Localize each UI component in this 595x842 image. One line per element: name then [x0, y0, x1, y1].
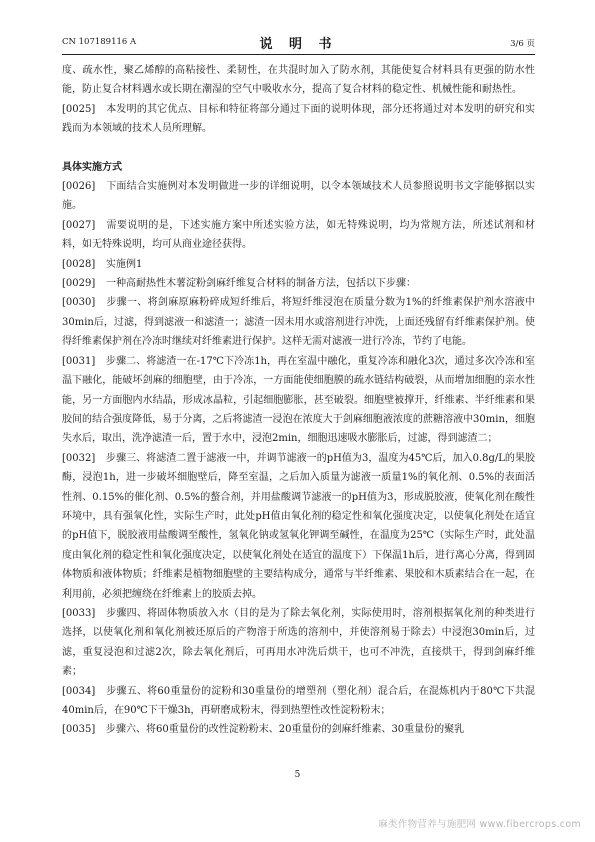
paragraph-text: 步骤六、将60重量份的改性淀粉粉末、20重量份的剑麻纤维素、30重量份的聚乳	[106, 724, 465, 736]
paragraph-number: [0030]	[62, 297, 96, 309]
patent-number: CN 107189116 A	[62, 37, 137, 47]
paragraph-0035	[62, 720, 535, 739]
paragraph-0031	[62, 352, 535, 449]
paragraph-number: [0034]	[62, 685, 96, 697]
paragraph-text: 步骤二、将滤渣一在-17℃下冷冻1h，再在室温中融化，重复冷冻和融化3次，通过多次冷冻和室温下融化，能破坏剑麻的细胞壁，由于冷冻，一方面能使细胞膜的疏水链结构破裂，从而增加细胞的亲水性能，另一方面胞内水结晶，形成冰晶粒，引起细胞膨胀，甚至破裂。细胞壁被撑开，纤维素、半纤维素和果胶间的结合强度降低，易于分离，之后将滤渣一浸泡在浓度大于剑麻细胞液浓度的蔗糖溶液中30min，细胞失水后，取出，洗净滤渣一后，置于水中，浸泡2min，细胞迅速吸水膨胀后，过滤，得到滤渣二；	[62, 355, 535, 445]
paragraph-text: 步骤四、将固体物质放入水（目的是为了除去氧化剂，实际使用时，溶剂根据氧化剂的种类进行选择，以使氧化剂和氧化剂被还原后的产物溶于所选的溶剂中，并使溶剂易于除去）中浸泡30min后，过滤，重复浸泡和过滤2次，除去氧化剂后，可再用水冲洗后烘干，也可不冲洗，直接烘干，得到剑麻纤维素；	[62, 607, 535, 678]
paragraph-number: [0031]	[62, 355, 96, 367]
paragraph-number: [0035]	[62, 724, 96, 736]
paragraph-number: [0028]	[62, 258, 96, 270]
paragraph-text: 需要说明的是，下述实施方案中所述实验方法，如无特殊说明，均为常规方法，所述试剂和材料，如无特殊说明，均可从商业途径获得。	[62, 219, 535, 251]
section-heading: 具体实施方式	[62, 161, 122, 173]
paragraph-text: 实施例1	[106, 258, 143, 270]
paragraph-number: [0032]	[62, 452, 96, 464]
paragraph-text: 步骤五、将60重量份的淀粉和30重量份的增塑剂（塑化剂）混合后，在混炼机内于80℃下共混40min后，在90℃下干燥3h，再研磨成粉末，得到热塑性改性淀粉粉末；	[62, 685, 535, 716]
paragraph-0030	[62, 293, 535, 351]
page-header	[62, 33, 535, 51]
document-body	[62, 61, 535, 740]
header-rule	[62, 54, 535, 55]
paragraph-0032	[62, 449, 535, 604]
page-number: 5	[294, 770, 301, 780]
paragraph-number: [0029]	[62, 278, 96, 290]
paragraph-0026	[62, 177, 535, 216]
paragraph-number: [0026]	[62, 181, 96, 193]
paragraph-text: 下面结合实施例对本发明做进一步的详细说明，以令本领域技术人员参照说明书文字能够据以实施。	[62, 181, 535, 212]
paragraph-0028	[62, 255, 535, 274]
paragraph-text: 本发明的其它优点、目标和特征将部分通过下面的说明体现，部分还将通过对本发明的研究和实践而为本领域的技术人员所理解。	[62, 103, 535, 135]
paragraph-0025	[62, 100, 535, 139]
paragraph-0034	[62, 682, 535, 721]
paragraph-text: 一种高耐热性木薯淀粉剑麻纤维复合材料的制备方法，包括以下步骤：	[106, 278, 416, 290]
paragraph-0027	[62, 216, 535, 255]
paragraph-text: 步骤三、将滤渣二置于滤液一中，并调节滤液一的pH值为3，温度为45℃后，加入0.8g/L的果胶酶，浸泡1h，进一步破坏细胞壁后，降至室温，之后加入质量为滤液一质量1%的氧化剂、0.5%的表面活性剂、0.15%的催化剂、0.5%的螯合剂，并用盐酸调节滤液一的pH值为3，形成脱胶液，使氧化剂在酸性环境中，具有强氧化性，实际生产时，此处pH值由氧化剂的稳定性和氧化强度决定，以使氧化剂处在适宜的pH值下，脱胶液用盐酸调至酸性，氢氧化钠或氢氧化钾调至碱性，在温度为25℃（实际生产时，此处温度由氧化剂的稳定性和氧化强度决定，以使氧化剂处在适宜的温度下）下保温1h后，进行离心分离，得到固体物质和液体物质；纤维素是植物细胞壁的主要结构成分，通常与半纤维素、果胶和木质素结合在一起，在利用前，必须把缠绕在纤维素上的胶质去掉。	[62, 452, 535, 600]
watermark: 麻类作物营养与施肥网 www.fibercrops.com	[378, 819, 581, 830]
paragraph-0033	[62, 604, 535, 682]
paragraph-0029	[62, 274, 535, 293]
document-title: 说 明 书	[259, 37, 338, 52]
paragraph-number: [0027]	[62, 219, 96, 231]
paragraph-text: 步骤一、将剑麻原麻粉碎成短纤维后，将短纤维浸泡在质量分数为1%的纤维素保护剂水溶液中30min后，过滤，得到滤液一和滤渣一；滤渣一因未用水或溶剂进行冲洗，上面还残留有纤维素保护剂。使得纤维素保护剂在冷冻时继续对纤维素进行保护。这样无需对滤液一进行冷冻，节约了电能。	[62, 297, 535, 348]
paragraph-number: [0025]	[62, 103, 96, 115]
intro-paragraph: 度、疏水性，聚乙烯醇的高粘接性、柔韧性，在共混时加入了防水剂，其能使复合材料具有更强的防水性能，防止复合材料遇水或长期在潮湿的空气中吸收水分，提高了复合材料的稳定性、机械性能和耐热性。	[62, 65, 535, 96]
paragraph-number: [0033]	[62, 607, 96, 619]
page-of-count: 3/6 页	[510, 39, 535, 49]
section-gap	[62, 139, 535, 158]
